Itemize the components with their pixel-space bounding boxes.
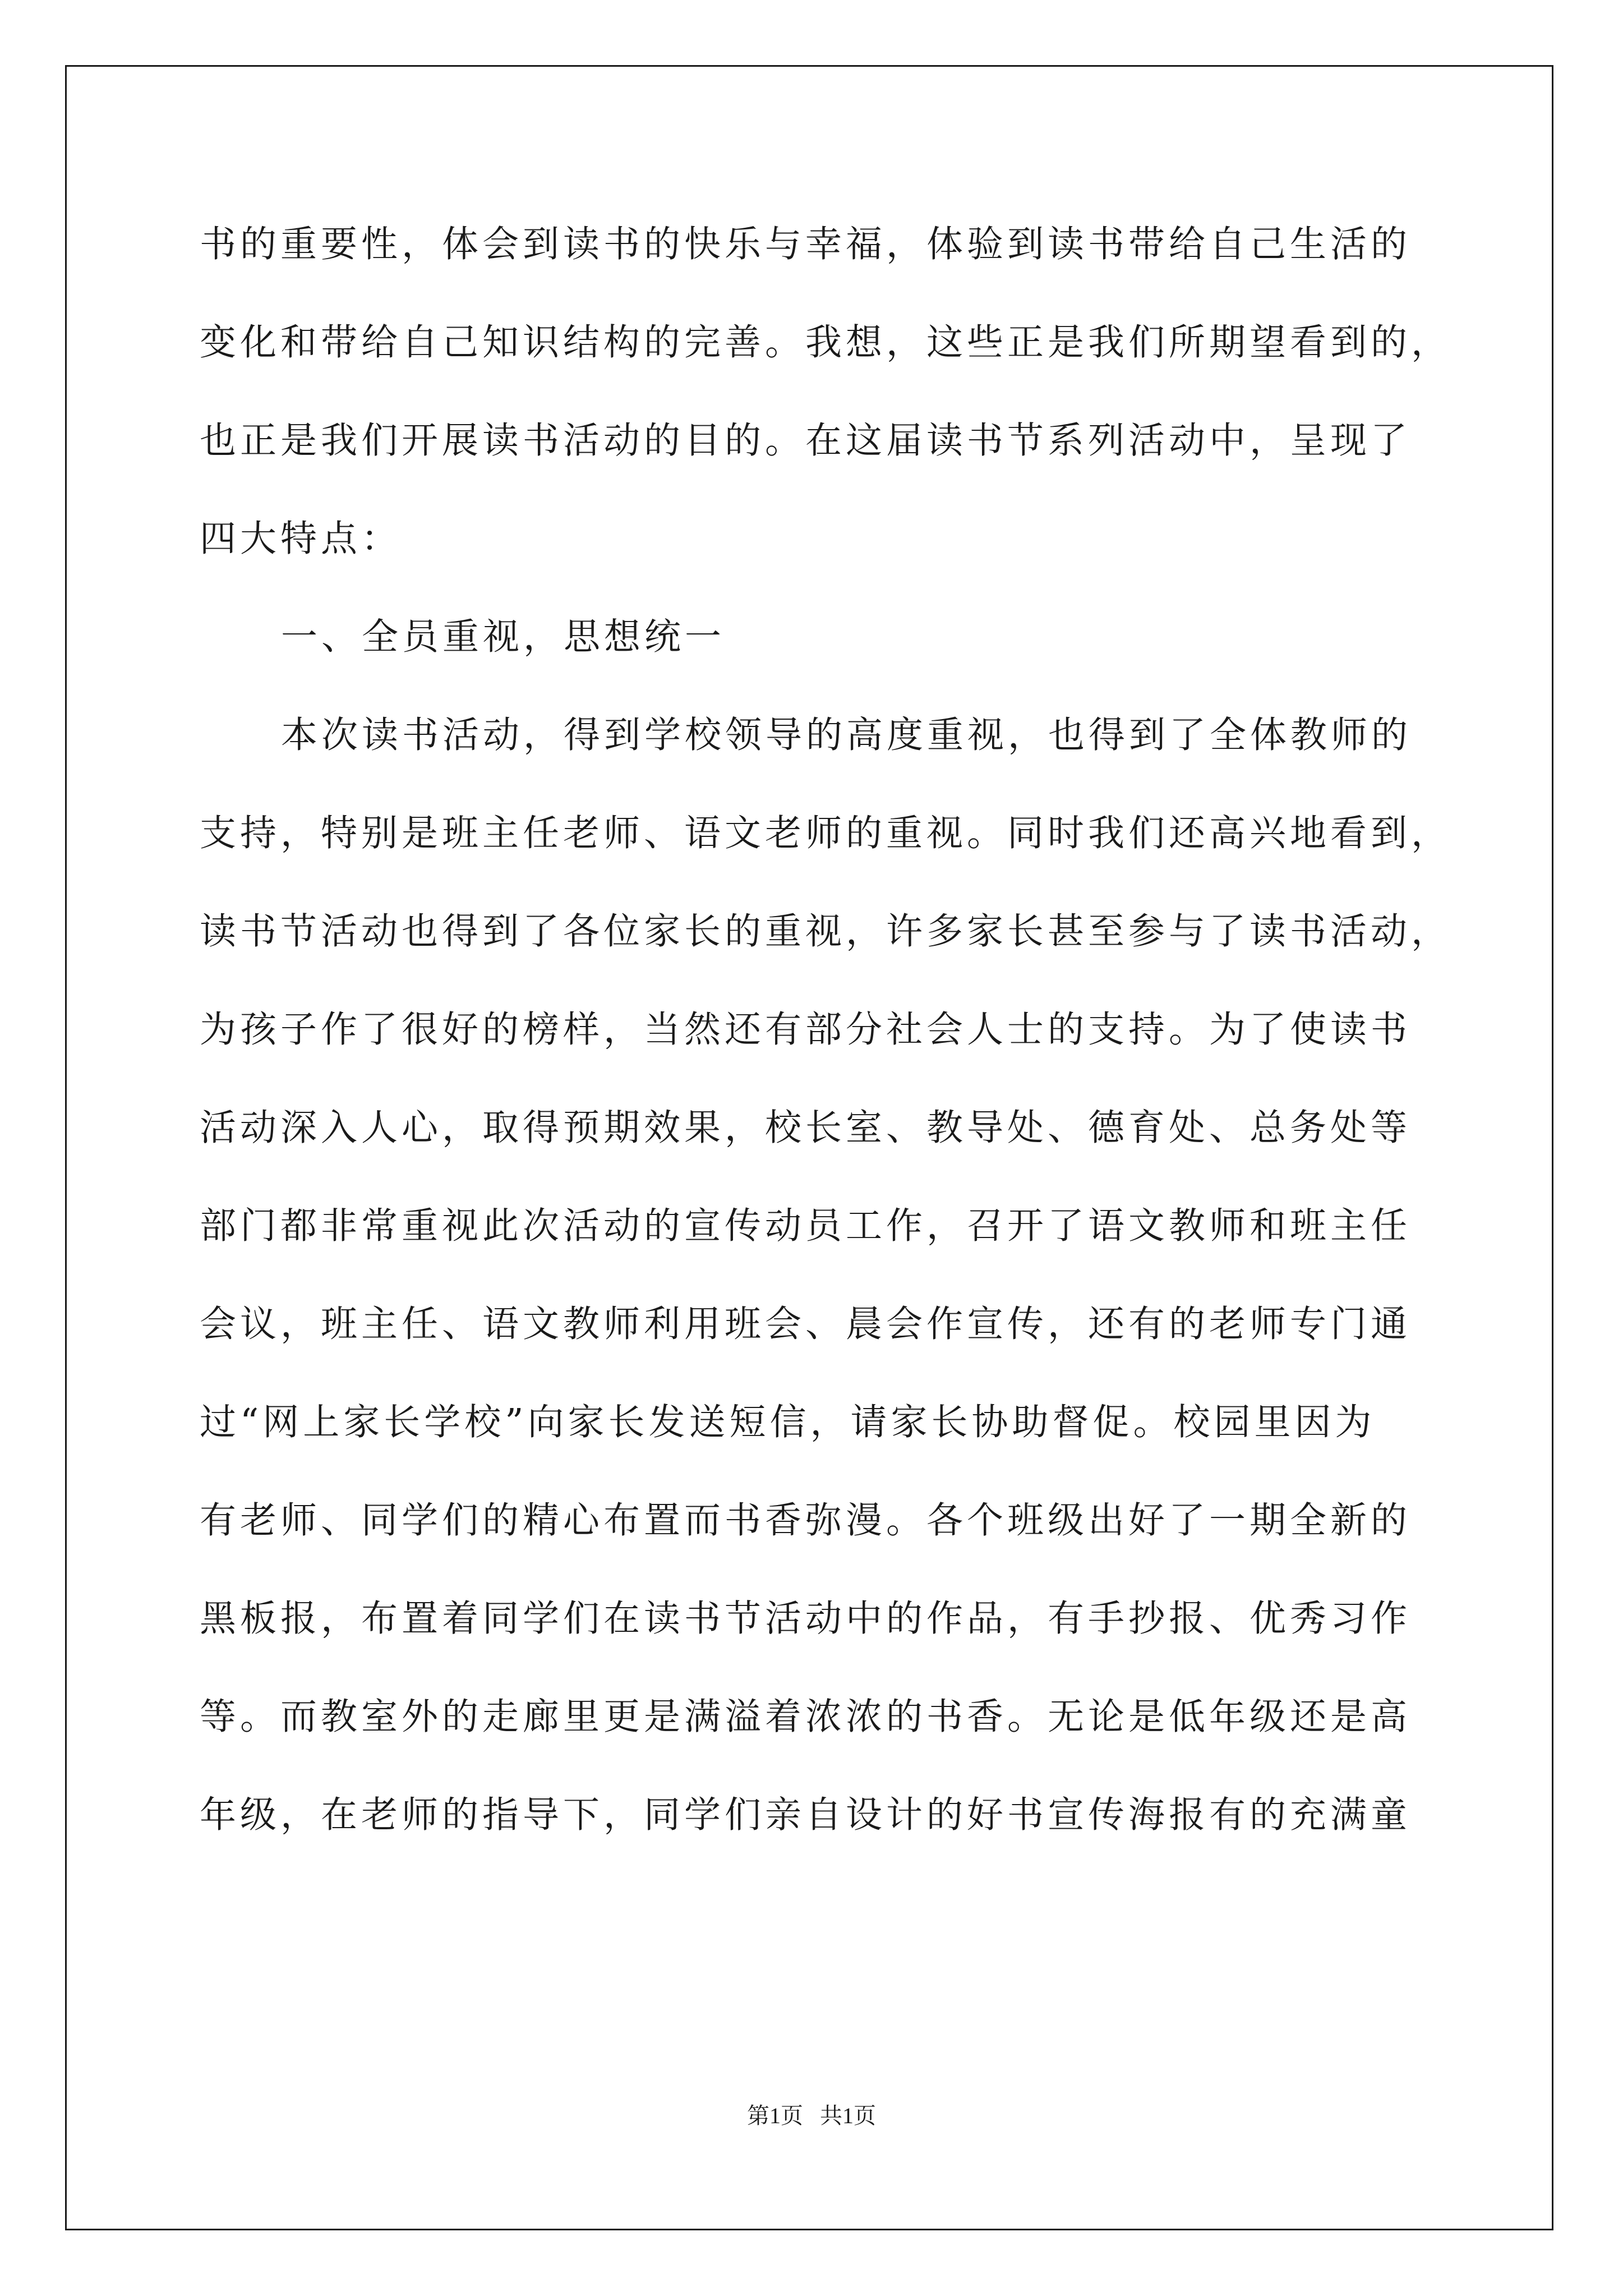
text-line-1: 书的重要性，体会到读书的快乐与幸福，体验到读书带给自己生活的 (200, 223, 1412, 265)
text-line-4: 四大特点： (200, 518, 402, 560)
text-line-14: 有老师、同学们的精心布置而书香弥漫。各个班级出好了一期全新的 (200, 1499, 1412, 1542)
text-line-7: 支持，特别是班主任老师、语文老师的重视。同时我们还高兴地看到， (200, 812, 1452, 854)
text-line-12: 会议，班主任、语文教师利用班会、晨会作宣传，还有的老师专门通 (200, 1303, 1412, 1345)
text-line-16: 等。而教室外的走廊里更是满溢着浓浓的书香。无论是低年级还是高 (200, 1696, 1412, 1738)
text-line-13: 过“网上家长学校”向家长发送短信，请家长协助督促。校园里因为 (200, 1401, 1376, 1443)
text-line-6: 本次读书活动，得到学校领导的高度重视，也得到了全体教师的 (281, 714, 1412, 756)
section-heading: 一、全员重视，思想统一 (281, 616, 726, 658)
text-line-17: 年级，在老师的指导下，同学们亲自设计的好书宣传海报有的充满童 (200, 1794, 1412, 1836)
text-line-15: 黑板报，布置着同学们在读书节活动中的作品，有手抄报、优秀习作 (200, 1598, 1412, 1640)
page-number-footer: 第1页 共1页 (747, 2103, 876, 2128)
text-line-10: 活动深入人心，取得预期效果，校长室、教导处、德育处、总务处等 (200, 1107, 1412, 1149)
text-line-11: 部门都非常重视此次活动的宣传动员工作，召开了语文教师和班主任 (200, 1205, 1412, 1247)
text-line-8: 读书节活动也得到了各位家长的重视，许多家长甚至参与了读书活动， (200, 910, 1452, 953)
text-line-3: 也正是我们开展读书活动的目的。在这届读书节系列活动中，呈现了 (200, 420, 1412, 462)
text-line-2: 变化和带给自己知识结构的完善。我想，这些正是我们所期望看到的， (200, 321, 1452, 364)
text-line-9: 为孩子作了很好的榜样，当然还有部分社会人士的支持。为了使读书 (200, 1009, 1412, 1051)
